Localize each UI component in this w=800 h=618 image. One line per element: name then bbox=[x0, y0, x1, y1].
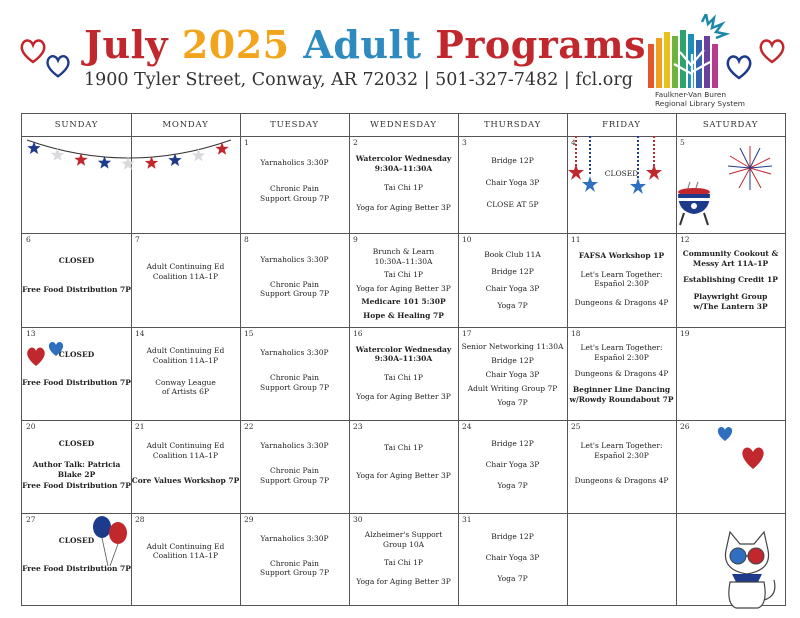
event-item: Adult Continuing Ed Coalition 11A–1P bbox=[146, 262, 225, 281]
event-item: Free Food Distribution 7P bbox=[22, 284, 131, 294]
weekday-header: FRIDAY bbox=[602, 120, 641, 130]
event-item: Chronic Pain Support Group 7P bbox=[260, 558, 329, 578]
day-number: 28 bbox=[135, 515, 145, 524]
event-item: Tai Chi 1P bbox=[384, 372, 423, 382]
star-icon bbox=[145, 156, 158, 169]
day-number: 23 bbox=[353, 422, 363, 431]
page-title bbox=[84, 22, 646, 67]
day-cell bbox=[567, 513, 676, 605]
event-item: Yoga 7P bbox=[497, 573, 528, 583]
event-item: Dungeons & Dragons 4P bbox=[574, 298, 669, 308]
event-item: Yarnaholics 3:30P bbox=[260, 534, 329, 544]
title-programs: Programs bbox=[435, 22, 647, 67]
weekday-header: WEDNESDAY bbox=[370, 120, 437, 130]
day-cell bbox=[567, 327, 676, 420]
event-item: Yoga 7P bbox=[497, 398, 528, 408]
day-number: 6 bbox=[26, 235, 31, 244]
address-line: 1900 Tyler Street, Conway, AR 72032 | 501-327-7482 | fcl.org bbox=[84, 70, 633, 90]
event-item: Adult Continuing Ed Coalition 11A–1P bbox=[146, 441, 225, 460]
event-item: Tai Chi 1P bbox=[384, 443, 423, 453]
day-cell bbox=[349, 420, 458, 513]
library-name: Faulkner-Van Buren Regional Library System bbox=[655, 90, 745, 108]
day-cell bbox=[349, 233, 458, 327]
hearts-icon bbox=[24, 336, 68, 370]
event-item: Yoga for Aging Better 3P bbox=[356, 471, 451, 481]
weekday-header: SATURDAY bbox=[702, 120, 759, 130]
event-item: Conway League of Artists 6P bbox=[155, 377, 216, 397]
event-item: Free Food Distribution 7P bbox=[22, 378, 131, 388]
event-item: Yoga for Aging Better 3P bbox=[356, 283, 451, 293]
day-cell bbox=[458, 420, 567, 513]
day-number: 27 bbox=[26, 515, 36, 524]
day-number: 13 bbox=[26, 329, 36, 338]
day-cell bbox=[349, 327, 458, 420]
star-icon bbox=[121, 157, 134, 170]
event-item: Tai Chi 1P bbox=[384, 558, 423, 568]
event-item: CLOSE AT 5P bbox=[486, 199, 539, 209]
day-cell bbox=[458, 233, 567, 327]
event-item: Author Talk: Patricia Blake 2P bbox=[32, 460, 121, 479]
event-item: CLOSED bbox=[604, 168, 639, 178]
event-item: Watercolor Wednesday 9:30A–11:30A bbox=[355, 344, 452, 364]
event-item: Yoga 7P bbox=[497, 481, 528, 491]
event-item: Free Food Distribution 7P bbox=[22, 481, 131, 491]
day-cell bbox=[131, 327, 240, 420]
event-item: CLOSED bbox=[58, 256, 95, 266]
event-item: Let's Learn Together: Español 2:30P bbox=[580, 441, 663, 460]
weekday-header: THURSDAY bbox=[483, 120, 542, 130]
day-number: 30 bbox=[353, 515, 363, 524]
day-cell bbox=[349, 513, 458, 605]
column-divider bbox=[458, 114, 459, 605]
fireworks-icon bbox=[725, 144, 775, 192]
day-cell bbox=[676, 327, 785, 420]
day-cell bbox=[240, 513, 349, 605]
event-item: Alzheimer's Support Group 10A bbox=[364, 530, 443, 549]
day-number: 12 bbox=[680, 235, 690, 244]
event-item: Bridge 12P bbox=[491, 531, 534, 541]
day-cell bbox=[240, 420, 349, 513]
day-number: 19 bbox=[680, 329, 690, 338]
day-number: 22 bbox=[244, 422, 254, 431]
event-item: Chair Yoga 3P bbox=[485, 369, 540, 379]
day-cell bbox=[567, 420, 676, 513]
day-number: 10 bbox=[462, 235, 472, 244]
column-divider bbox=[349, 114, 350, 605]
event-item: CLOSED bbox=[58, 438, 95, 448]
day-cell bbox=[676, 233, 785, 327]
event-item: Bridge 12P bbox=[491, 266, 534, 276]
event-item: Yarnaholics 3:30P bbox=[260, 441, 329, 451]
event-item: Medicare 101 5:30P bbox=[361, 297, 446, 307]
day-number: 1 bbox=[244, 138, 249, 147]
event-item: CLOSED bbox=[58, 536, 95, 545]
event-item: Yoga for Aging Better 3P bbox=[356, 203, 451, 213]
day-cell bbox=[240, 136, 349, 233]
event-item: Yarnaholics 3:30P bbox=[260, 348, 329, 358]
event-item: Chair Yoga 3P bbox=[485, 552, 540, 562]
hearts-icon bbox=[713, 425, 773, 471]
day-cell bbox=[458, 513, 567, 605]
event-item: Chair Yoga 3P bbox=[485, 177, 540, 187]
event-item: Book Club 11A bbox=[484, 249, 541, 259]
row-divider bbox=[22, 513, 785, 514]
day-number: 11 bbox=[571, 235, 581, 244]
event-item: Chronic Pain Support Group 7P bbox=[260, 466, 329, 485]
event-item: Dungeons & Dragons 4P bbox=[574, 475, 669, 485]
day-number: 2 bbox=[353, 138, 358, 147]
event-item: Core Values Workshop 7P bbox=[131, 475, 240, 485]
title-year: 2025 bbox=[181, 22, 290, 67]
event-item: Let's Learn Together: Español 2:30P bbox=[580, 343, 663, 362]
day-number: 29 bbox=[244, 515, 254, 524]
day-cell bbox=[458, 327, 567, 420]
day-cell bbox=[22, 420, 131, 513]
event-item: Establishing Credit 1P bbox=[683, 275, 778, 285]
day-number: 20 bbox=[26, 422, 36, 431]
event-item: Hope & Healing 7P bbox=[363, 310, 444, 320]
day-number: 17 bbox=[462, 329, 472, 338]
event-item: Playwright Group w/The Lantern 3P bbox=[693, 292, 768, 311]
event-item: Chronic Pain Support Group 7P bbox=[260, 373, 329, 392]
day-cell bbox=[567, 233, 676, 327]
day-cell bbox=[131, 513, 240, 605]
weekday-header: SUNDAY bbox=[54, 120, 99, 130]
event-item: Chronic Pain Support Group 7P bbox=[260, 279, 329, 299]
event-item: Chair Yoga 3P bbox=[485, 460, 540, 470]
day-number: 7 bbox=[135, 235, 140, 244]
blue-heart-outline-icon bbox=[44, 52, 72, 80]
patriotic-cat-icon bbox=[712, 520, 782, 612]
event-item: Adult Writing Group 7P bbox=[467, 384, 558, 393]
day-number: 3 bbox=[462, 138, 467, 147]
event-item: Free Food Distribution 7P bbox=[22, 563, 131, 573]
weekday-header-row bbox=[22, 114, 785, 137]
day-cell bbox=[240, 233, 349, 327]
event-item: Dungeons & Dragons 4P bbox=[574, 369, 669, 378]
event-item: Adult Continuing Ed Coalition 11A–1P bbox=[146, 346, 225, 365]
event-item: Yoga 7P bbox=[497, 300, 528, 310]
event-item: Brunch & Learn 10:30A–11:30A bbox=[372, 247, 435, 266]
star-icon bbox=[98, 156, 111, 169]
event-item: Yoga for Aging Better 3P bbox=[356, 576, 451, 586]
event-item: Bridge 12P bbox=[491, 155, 534, 165]
day-cell bbox=[349, 136, 458, 233]
event-item: Senior Networking 11:30A bbox=[461, 341, 564, 351]
event-item: Tai Chi 1P bbox=[384, 183, 423, 193]
event-item: Yarnaholics 3:30P bbox=[260, 254, 329, 264]
event-item: Tai Chi 1P bbox=[384, 270, 423, 280]
weekday-header: TUESDAY bbox=[270, 120, 319, 130]
weekday-header: MONDAY bbox=[162, 120, 209, 130]
day-number: 18 bbox=[571, 329, 581, 338]
event-item: Beginner Line Dancing w/Rowdy Roundabout 7P bbox=[569, 385, 674, 404]
day-number: 14 bbox=[135, 329, 145, 338]
grill-icon bbox=[672, 180, 716, 226]
day-number: 4 bbox=[571, 138, 576, 147]
event-item: Yarnaholics 3:30P bbox=[260, 158, 329, 168]
day-number: 24 bbox=[462, 422, 472, 431]
day-cell bbox=[131, 233, 240, 327]
day-cell bbox=[22, 233, 131, 327]
day-number: 21 bbox=[135, 422, 145, 431]
event-item: FAFSA Workshop 1P bbox=[578, 250, 665, 260]
row-divider bbox=[22, 233, 785, 234]
day-number: 31 bbox=[462, 515, 472, 524]
day-number: 16 bbox=[353, 329, 363, 338]
event-item: Yoga for Aging Better 3P bbox=[356, 391, 451, 401]
star-icon bbox=[215, 142, 228, 155]
column-divider bbox=[240, 114, 241, 605]
row-divider bbox=[22, 327, 785, 328]
event-item: Let's Learn Together: Español 2:30P bbox=[580, 269, 663, 289]
star-icon bbox=[27, 141, 40, 154]
star-bunting-icon bbox=[24, 136, 234, 186]
day-cell bbox=[458, 136, 567, 233]
title-adult: Adult bbox=[303, 22, 422, 67]
day-cell bbox=[131, 420, 240, 513]
event-item: Chair Yoga 3P bbox=[485, 283, 540, 293]
day-number: 26 bbox=[680, 422, 690, 431]
day-number: 25 bbox=[571, 422, 581, 431]
event-item: CLOSED bbox=[58, 350, 95, 360]
day-cell bbox=[240, 327, 349, 420]
event-item: Adult Continuing Ed Coalition 11A–1P bbox=[146, 541, 225, 560]
event-item: Bridge 12P bbox=[491, 438, 534, 448]
event-item: Watercolor Wednesday 9:30A–11:30A bbox=[355, 154, 452, 173]
red-heart-outline-icon bbox=[757, 36, 787, 66]
row-divider bbox=[22, 420, 785, 421]
day-number: 8 bbox=[244, 235, 249, 244]
event-item: Bridge 12P bbox=[491, 355, 534, 365]
hanging-stars-icon bbox=[562, 136, 672, 196]
day-number: 15 bbox=[244, 329, 254, 338]
day-number: 9 bbox=[353, 235, 358, 244]
event-item: Community Cookout & Messy Art 11A–1P bbox=[682, 249, 779, 268]
day-number: 5 bbox=[680, 138, 685, 147]
title-month: July bbox=[84, 22, 169, 67]
balloons-icon bbox=[90, 516, 134, 568]
event-item: Chronic Pain Support Group 7P bbox=[260, 184, 329, 203]
